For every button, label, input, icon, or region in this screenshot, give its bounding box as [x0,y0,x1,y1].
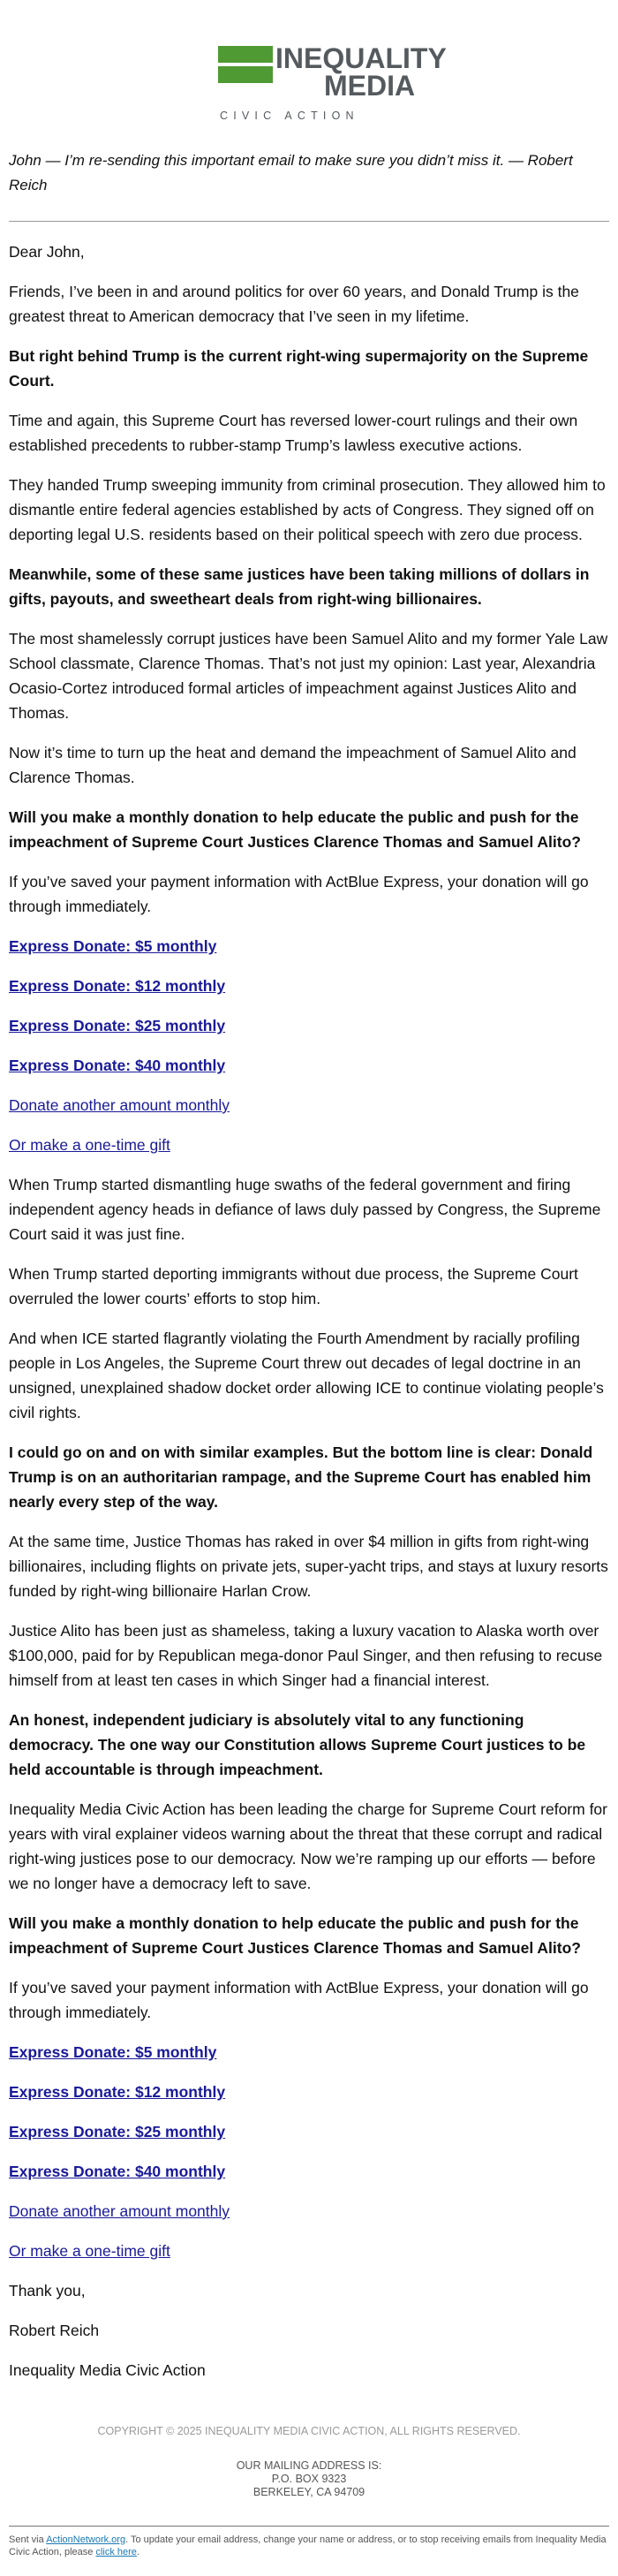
emphasis-paragraph: I could go on and on with similar examples. But the bottom line is clear: Donald Trump is on an authoritarian rampage, and the Supreme Court has enabled him nearly every step of the way. [9,1443,593,1511]
copyright: COPYRIGHT © 2025 INEQUALITY MEDIA CIVIC ACTION, ALL RIGHTS RESERVED. [97,2425,521,2437]
express-donate-5-link[interactable]: Express Donate: $5 monthly [9,2043,217,2061]
sent-via-suffix: . [136,2547,139,2557]
body-paragraph: When Trump started deporting immigrants without due process, the Supreme Court overruled the lower courts’ efforts to stop him. [9,1265,578,1307]
body-paragraph: Friends, I’ve been in and around politics for over 60 years, and Donald Trump is the greatest threat to American democracy that I’ve seen in my lifetime. [9,283,579,325]
emphasis-paragraph: Meanwhile, some of these same justices have been taking millions of dollars in gifts, payouts, and sweetheart deals from right-wing billionaires. [9,565,590,608]
donation-link-row [9,1013,609,1038]
donation-link-row [9,2080,609,2104]
sent-via-notice [9,2526,609,2576]
express-donate-40-link[interactable]: Express Donate: $40 monthly [9,1057,226,1074]
donation-links-top [9,934,609,1157]
express-donate-40-link[interactable]: Express Donate: $40 monthly [9,2163,226,2180]
body-paragraph: Time and again, this Supreme Court has reversed lower-court rulings and their own established precedents to rubber-stamp Trump’s lawless executive actions. [9,412,578,454]
donation-link-row [9,974,609,998]
header [0,0,618,131]
paragraph-group-b [9,1172,609,2025]
donation-link-row [9,2199,609,2224]
body-paragraph: When Trump started dismantling huge swaths of the federal government and firing independent agency heads in defiance of laws duly passed by Congress, the Supreme Court said it was just fine. [9,1176,601,1243]
express-donate-5-link[interactable]: Express Donate: $5 monthly [9,937,217,955]
one-time-gift-link[interactable]: Or make a one-time gift [9,2242,170,2260]
donate-other-amount-link[interactable]: Donate another amount monthly [9,2202,230,2220]
express-donate-12-link[interactable]: Express Donate: $12 monthly [9,2083,226,2101]
logo-bars-icon [218,46,273,87]
signature-name: Robert Reich [9,2322,100,2339]
donation-link-row [9,2239,609,2263]
body-paragraph: Justice Alito has been just as shameless, taking a luxury vacation to Alaska worth over $100,000, paid for by Republican mega-donor Paul Singer, and then refusing to recuse himself from at least ten cases in which Singer had a financial interest. [9,1622,603,1689]
donation-link-row [9,2040,609,2065]
body-paragraph: If you’ve saved your payment information with ActBlue Express, your donation will go through immediately. [9,873,589,915]
signature-org: Inequality Media Civic Action [9,2361,206,2379]
donation-link-row [9,2159,609,2184]
body-paragraph: The most shamelessly corrupt justices have been Samuel Alito and my former Yale Law School classmate, Clarence Thomas. That’s not just my opinion: Last year, Alexandria Ocasio-Cortez introduced formal articles of impeachment against Justices Alito and Thomas. [9,630,608,722]
body-paragraph: If you’ve saved your payment information with ActBlue Express, your donation will go through immediately. [9,1979,589,2021]
logo-text-inequality: INEQUALITY [275,42,447,74]
sent-via-prefix: Sent via [9,2534,47,2545]
inequality-media-logo [218,42,447,125]
logo-text-media: MEDIA [324,70,416,102]
donation-link-row [9,1053,609,1078]
body-paragraph: And when ICE started flagrantly violating the Fourth Amendment by racially profiling people in Los Angeles, the Supreme Court threw out decades of legal doctrine in an unsigned, unexplained shadow docket order allowing ICE to continue violating people’s civil rights. [9,1330,604,1421]
footer [0,2425,618,2499]
greeting: Dear John, [9,243,85,261]
body-paragraph: They handed Trump sweeping immunity from criminal prosecution. They allowed him to dismantle entire federal agencies established by acts of Congress. They signed off on deporting legal U.S. residents based on their political speech with zero due process. [9,476,606,543]
donation-link-row [9,1093,609,1118]
mailing-address-label: OUR MAILING ADDRESS IS: [236,2459,382,2472]
donation-link-row [9,934,609,958]
body-paragraph: Inequality Media Civic Action has been leading the charge for Supreme Court reform for years with viral explainer videos warning about the threat that these corrupt and radical right-wing justices pose to our democracy. Now we’re ramping up our efforts — before we no longer have a democracy left to save. [9,1800,607,1892]
donation-link-row [9,2119,609,2144]
express-donate-25-link[interactable]: Express Donate: $25 monthly [9,1017,226,1034]
divider [9,221,609,222]
emphasis-paragraph: An honest, independent judiciary is absolutely vital to any functioning democracy. The one way our Constitution allows Supreme Court justices to be held accountable is through impeachment. [9,1711,586,1778]
closing: Thank you, [9,2282,86,2299]
actionnetwork-link[interactable]: ActionNetwork.org [46,2534,126,2545]
emphasis-paragraph: Will you make a monthly donation to help educate the public and push for the impeachment of Supreme Court Justices Clarence Thomas and Samuel Alito? [9,1914,581,1957]
emphasis-paragraph: Will you make a monthly donation to help educate the public and push for the impeachment of Supreme Court Justices Clarence Thomas and Samuel Alito? [9,808,581,851]
unsubscribe-link[interactable]: click here [95,2547,137,2557]
express-donate-25-link[interactable]: Express Donate: $25 monthly [9,2123,226,2140]
donation-links-bottom [9,2040,609,2263]
body-paragraph: At the same time, Justice Thomas has raked in over $4 million in gifts from right-wing billionaires, including flights on private jets, super-yacht trips, and stays at luxury resorts funded by right-wing billionaire Harlan Crow. [9,1533,608,1600]
paragraph-group-a [9,279,609,919]
sent-via-middle: . To update your email address, change your name or address, or to stop receiving emails from Inequality Media Civic Action, please [9,2534,607,2557]
one-time-gift-link[interactable]: Or make a one-time gift [9,1136,170,1154]
message-content [0,239,618,2383]
emphasis-paragraph: But right behind Trump is the current right-wing supermajority on the Supreme Court. [9,347,589,390]
body-paragraph: Now it’s time to turn up the heat and demand the impeachment of Samuel Alito and Clarence Thomas. [9,744,577,786]
donate-other-amount-link[interactable]: Donate another amount monthly [9,1096,230,1114]
mailing-address-line1: P.O. BOX 9323 [271,2473,347,2485]
express-donate-12-link[interactable]: Express Donate: $12 monthly [9,977,226,995]
donation-link-row [9,1133,609,1157]
mailing-address-line2: BERKELEY, CA 94709 [252,2486,366,2498]
resend-note: John — I’m re-sending this important email to make sure you didn’t miss it. — Robert Reich [9,152,573,193]
logo-text-civic-action: CIVIC ACTION [220,110,359,122]
